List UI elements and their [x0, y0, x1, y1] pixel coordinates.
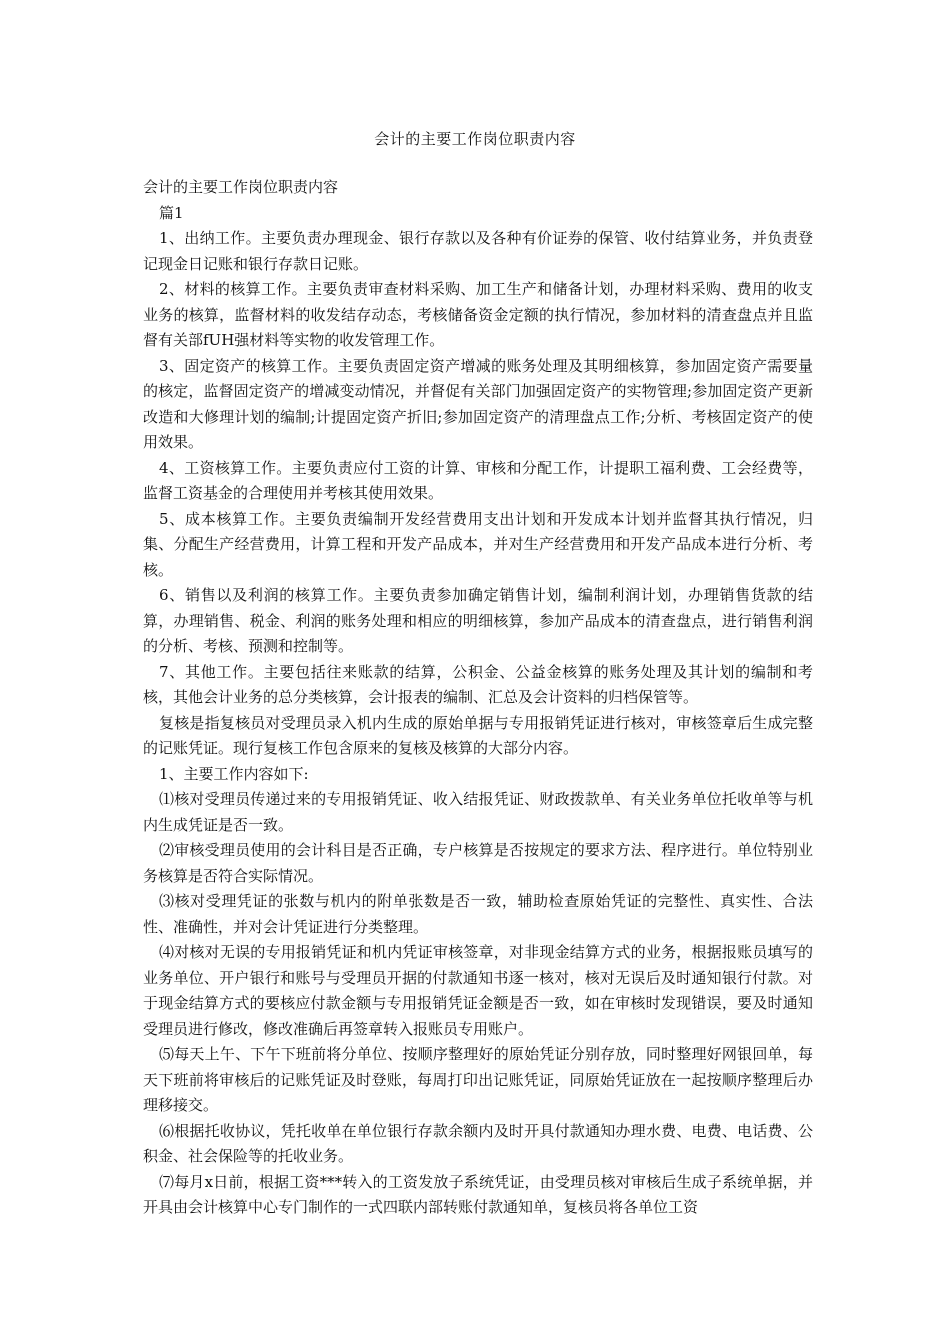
paragraph: ⑷对核对无误的专用报销凭证和机内凭证审核签章，对非现金结算方式的业务，根据报账员填写的业务单位、开户银行和账号与受理员开据的付款通知书逐一核对，核对无误后及时通知银行付款。对于现金结算方式的要核应付款金额与专用报销凭证金额是否一致，如在审核时发现错误，要及时通知受理员进行修改，修改准确后再签章转入报账员专用账户。 [143, 943, 813, 1038]
paragraph: 2、材料的核算工作。主要负责审查材料采购、加工生产和储备计划，办理材料采购、费用的收支业务的核算，监督材料的收发结存动态，考核储备资金定额的执行情况，参加材料的清查盘点并且监督有关部fUH强材料等实物的收发管理工作。 [143, 280, 813, 349]
paragraph: 复核是指复核员对受理员录入机内生成的原始单据与专用报销凭证进行核对，审核签章后生成完整的记账凭证。现行复核工作包含原来的复核及核算的大部分内容。 [143, 713, 813, 757]
section-label: 篇1 [159, 203, 184, 222]
paragraph: ⑶核对受理凭证的张数与机内的附单张数是否一致，辅助检查原始凭证的完整性、真实性、合法性、准确性，并对会计凭证进行分类整理。 [143, 892, 813, 936]
document-body [143, 175, 813, 1221]
paragraph: 4、工资核算工作。主要负责应付工资的计算、审核和分配工作，计提职工福利费、工会经费等，监督工资基金的合理使用并考核其使用效果。 [143, 458, 813, 502]
paragraph: 5、成本核算工作。主要负责编制开发经营费用支出计划和开发成本计划并监督其执行情况，归集、分配生产经营费用，计算工程和开发产品成本，并对生产经营费用和开发产品成本进行分析、考核。 [143, 509, 813, 579]
paragraph: 3、固定资产的核算工作。主要负责固定资产增减的账务处理及其明细核算，参加固定资产需要量的核定，监督固定资产的增减变动情况，并督促有关部门加强固定资产的实物管理;参加固定资产更新改造和大修理计划的编制;计提固定资产折旧;参加固定资产的清理盘点工作;分析、考核固定资产的使用效果。 [143, 356, 813, 451]
paragraph: 1、出纳工作。主要负责办理现金、银行存款以及各种有价证券的保管、收付结算业务，并负责登记现金日记账和银行存款日记账。 [143, 229, 813, 273]
paragraph: ⑴核对受理员传递过来的专用报销凭证、收入结报凭证、财政拨款单、有关业务单位托收单等与机内生成凭证是否一致。 [143, 790, 813, 834]
paragraph: 6、销售以及利润的核算工作。主要负责参加确定销售计划，编制利润计划，办理销售货款的结算，办理销售、税金、利润的账务处理和相应的明细核算，参加产品成本的清查盘点，进行销售利润的分析、考核、预测和控制等。 [143, 586, 813, 655]
paragraph: 1、主要工作内容如下: [159, 764, 309, 783]
paragraph: ⑵审核受理员使用的会计科目是否正确，专户核算是否按规定的要求方法、程序进行。单位特别业务核算是否符合实际情况。 [143, 841, 813, 885]
document-title: 会计的主要工作岗位职责内容 [374, 130, 576, 148]
paragraph: ⑸每天上午、下午下班前将分单位、按顺序整理好的原始凭证分别存放，同时整理好网银回单，每天下班前将审核后的记账凭证及时登账，每周打印出记账凭证，同原始凭证放在一起按顺序整理后办理移接交。 [143, 1045, 813, 1114]
document-subtitle: 会计的主要工作岗位职责内容 [143, 178, 339, 196]
paragraph: ⑺每月x日前，根据工资***转入的工资发放子系统凭证，由受理员核对审核后生成子系统单据，并开具由会计核算中心专门制作的一式四联内部转账付款通知单，复核员将各单位工资 [143, 1172, 813, 1216]
paragraph: ⑹根据托收协议，凭托收单在单位银行存款余额内及时开具付款通知办理水费、电费、电话费、公积金、社会保险等的托收业务。 [143, 1121, 813, 1165]
paragraph: 7、其他工作。主要包括往来账款的结算，公积金、公益金核算的账务处理及其计划的编制和考核，其他会计业务的总分类核算，会计报表的编制、汇总及会计资料的归档保管等。 [143, 662, 813, 706]
